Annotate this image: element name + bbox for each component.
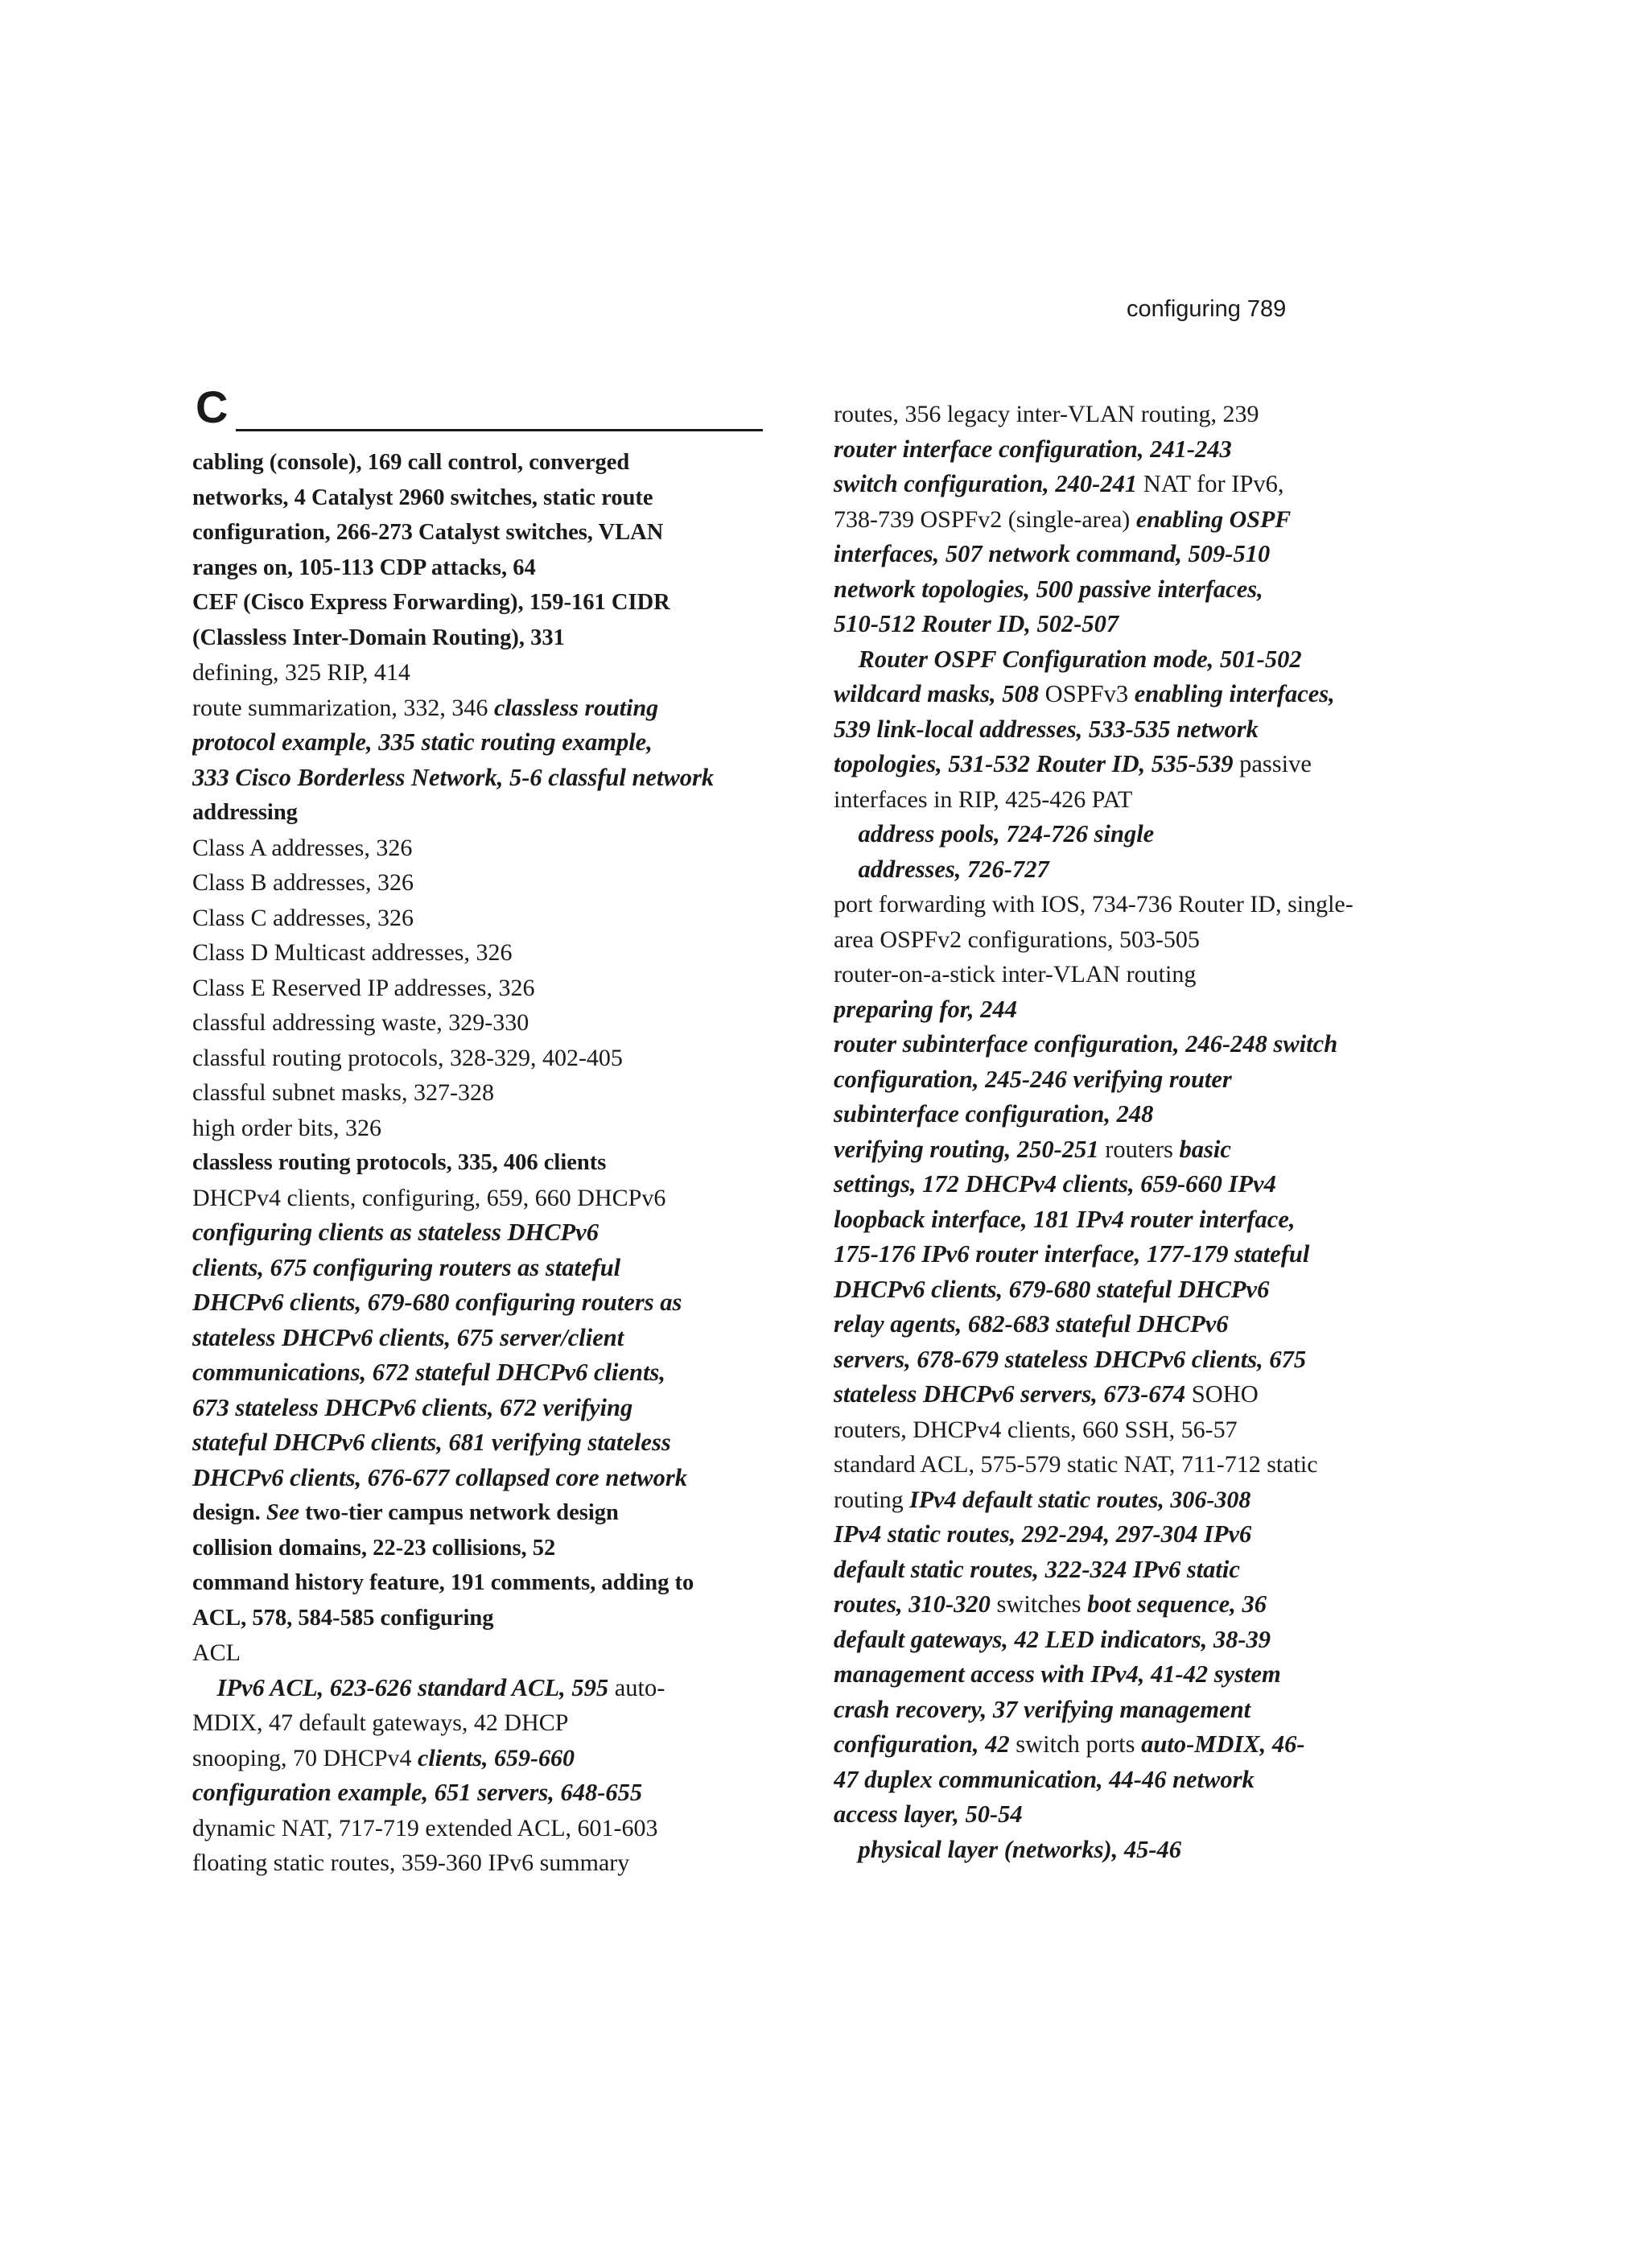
index-line <box>192 901 788 936</box>
index-text: Class B addresses, 326 <box>192 869 414 896</box>
index-line <box>834 1132 1437 1168</box>
index-text: two-tier campus network design <box>305 1500 619 1525</box>
index-text: 47 duplex communication, 44-46 network <box>834 1765 1255 1793</box>
index-text: NAT for IPv6, <box>1143 470 1284 497</box>
index-text: snooping, 70 DHCPv4 <box>192 1744 418 1771</box>
index-line <box>192 1145 788 1181</box>
index-line <box>834 1272 1437 1308</box>
index-line <box>192 1705 788 1741</box>
index-text: Class A addresses, 326 <box>192 834 413 861</box>
index-text: clients, 675 configuring routers as stateful <box>192 1253 621 1281</box>
index-text: address pools, 724-726 single <box>834 820 1155 847</box>
index-line <box>192 1111 788 1146</box>
index-text: Cisco Borderless Network, 5-6 classful network <box>235 763 715 791</box>
index-line <box>192 1565 788 1601</box>
index-line <box>192 1321 788 1356</box>
index-line <box>192 480 788 516</box>
running-head: configuring 789 <box>1127 296 1287 322</box>
index-text: passive <box>1239 750 1312 777</box>
index-text: router subinterface configuration, 246-248 switch <box>834 1030 1338 1058</box>
index-text: ACL <box>192 1639 241 1666</box>
index-text: default static routes, 322-324 IPv6 static <box>834 1555 1240 1583</box>
index-line <box>192 971 788 1006</box>
index-line <box>192 1285 788 1321</box>
index-text: classless routing protocols, 335, 406 clients <box>192 1150 607 1175</box>
index-line <box>192 1531 788 1566</box>
index-text: design. <box>192 1500 266 1525</box>
index-line <box>192 1741 788 1776</box>
index-line <box>192 1215 788 1251</box>
index-text: wildcard masks, 508 <box>834 680 1045 707</box>
index-text: IPv4 default static routes, 306-308 <box>909 1486 1251 1513</box>
section-letter: C <box>196 381 229 432</box>
index-text: 539 link-local addresses, 533-535 network <box>834 715 1259 743</box>
index-line <box>834 1027 1437 1062</box>
index-text: SOHO <box>1191 1380 1259 1408</box>
index-line <box>834 432 1437 468</box>
index-text: 738-739 OSPFv2 (single-area) <box>834 505 1136 533</box>
index-column-left <box>192 445 788 1881</box>
index-text: See <box>266 1500 306 1525</box>
index-line <box>834 502 1437 538</box>
index-line <box>834 1412 1437 1448</box>
index-text: IPv4 static routes, 292-294, 297-304 IPv6 <box>834 1520 1252 1548</box>
index-text: configuring clients as stateless DHCPv6 <box>192 1219 599 1246</box>
index-line <box>192 1671 788 1706</box>
index-line <box>834 1202 1437 1238</box>
index-text: physical layer (networks), 45-46 <box>834 1835 1182 1863</box>
index-text: dynamic NAT, 717-719 extended ACL, 601-603 <box>192 1814 658 1841</box>
index-text: loopback interface, 181 IPv4 router interface, <box>834 1205 1296 1233</box>
index-line <box>192 1775 788 1811</box>
index-text: collapsed core network <box>455 1463 688 1491</box>
index-line <box>834 1342 1437 1378</box>
index-text: interfaces in RIP, 425-426 PAT <box>834 786 1133 813</box>
index-text: routers, DHCPv4 clients, 660 SSH, 56-57 <box>834 1416 1238 1443</box>
index-text: classless routing <box>493 694 659 721</box>
index-line <box>834 922 1437 958</box>
index-text: MDIX, 47 default gateways, 42 DHCP <box>192 1709 569 1736</box>
index-text: configuration example, 651 servers, 648-655 <box>192 1779 643 1806</box>
index-line <box>834 1797 1437 1833</box>
index-text: standard ACL, 575-579 static NAT, 711-712 static <box>834 1451 1318 1478</box>
index-text: command history feature, 191 comments, adding to <box>192 1570 694 1595</box>
index-line <box>834 1693 1437 1728</box>
index-line <box>192 1075 788 1111</box>
index-text: switch ports <box>1016 1730 1142 1758</box>
index-text: DHCPv4 clients, configuring, 659, 660 DHCPv6 <box>192 1184 666 1211</box>
index-text: Class E Reserved IP addresses, 326 <box>192 974 535 1001</box>
index-line <box>834 817 1437 852</box>
index-text: verifying routing, 250-251 <box>834 1135 1106 1163</box>
index-line <box>834 1097 1437 1132</box>
index-text: enabling interfaces, <box>1134 680 1335 707</box>
index-text: configuration, 266-273 Catalyst switches, VLAN <box>192 520 664 545</box>
index-line <box>834 607 1437 642</box>
index-line <box>834 957 1437 992</box>
index-text: preparing for, 244 <box>834 995 1017 1023</box>
index-text: topologies, 531-532 Router ID, 535-539 <box>834 750 1240 777</box>
index-line <box>834 1237 1437 1272</box>
index-text: classful addressing waste, 329-330 <box>192 1009 529 1036</box>
index-line <box>834 1377 1437 1412</box>
index-line <box>834 642 1437 678</box>
index-line <box>192 865 788 901</box>
index-line <box>834 572 1437 608</box>
index-line <box>192 585 788 621</box>
index-text: (Classless Inter-Domain Routing), 331 <box>192 625 565 650</box>
index-line <box>834 1727 1437 1763</box>
index-text: switch configuration, 240-241 <box>834 470 1143 497</box>
index-line <box>192 1425 788 1461</box>
index-line <box>192 1845 788 1881</box>
index-text: route summarization, 332, 346 <box>192 694 494 721</box>
index-line <box>834 1553 1437 1588</box>
index-line <box>834 1447 1437 1482</box>
index-text: area OSPFv2 configurations, 503-505 <box>834 926 1200 953</box>
index-line <box>192 831 788 866</box>
index-text: settings, 172 DHCPv4 clients, 659-660 IPv4 <box>834 1170 1276 1198</box>
index-line <box>192 621 788 656</box>
index-line <box>834 852 1437 888</box>
index-text: Class D Multicast addresses, 326 <box>192 939 513 966</box>
index-text: router interface configuration, 241-243 <box>834 435 1232 463</box>
index-text: Router OSPF Configuration mode, 501-502 <box>834 645 1302 673</box>
index-text: 510-512 Router ID, 502-507 <box>834 610 1119 637</box>
index-text: 673 stateless DHCPv6 clients, 672 verifying <box>192 1393 633 1421</box>
index-text: routing <box>834 1486 910 1513</box>
index-text: 175-176 IPv6 router interface, 177-179 stateful <box>834 1240 1310 1268</box>
index-text: router-on-a-stick inter-VLAN routing <box>834 961 1197 988</box>
index-line <box>192 1041 788 1076</box>
index-text: networks, 4 Catalyst 2960 switches, static route <box>192 485 653 510</box>
index-text: auto- <box>614 1673 665 1701</box>
index-line <box>834 1167 1437 1202</box>
index-line <box>192 1601 788 1636</box>
index-text: port forwarding with IOS, 734-736 Router ID, single- <box>834 891 1353 918</box>
index-line <box>192 1251 788 1286</box>
index-text: crash recovery, 37 verifying management <box>834 1695 1251 1723</box>
index-text: DHCPv6 clients, 679-680 stateful DHCPv6 <box>834 1275 1270 1303</box>
index-text: classful subnet masks, 327-328 <box>192 1079 494 1106</box>
index-line <box>834 1517 1437 1553</box>
index-text: ACL, 578, 584-585 configuring <box>192 1605 494 1631</box>
index-text: stateless DHCPv6 clients, 675 server/client <box>192 1323 624 1351</box>
index-text: enabling OSPF <box>1135 505 1292 533</box>
index-text: auto-MDIX, 46- <box>1141 1730 1305 1758</box>
index-line <box>834 1062 1437 1098</box>
index-text: Class C addresses, 326 <box>192 904 414 931</box>
index-line <box>834 1623 1437 1658</box>
index-line <box>192 1461 788 1496</box>
index-text: network topologies, 500 passive interfaces, <box>834 575 1263 603</box>
index-text: protocol example, 335 static routing example, <box>192 728 653 756</box>
index-text: routes, 356 legacy inter-VLAN routing, 239 <box>834 401 1259 427</box>
index-line <box>834 1657 1437 1693</box>
index-text: relay agents, 682-683 stateful DHCPv6 <box>834 1310 1229 1338</box>
index-text: boot sequence, 36 <box>1087 1590 1267 1618</box>
index-line <box>192 761 788 796</box>
index-text: collision domains, 22-23 collisions, 52 <box>192 1535 556 1561</box>
index-text: clients, 659-660 <box>418 1744 575 1771</box>
index-text: ranges on, 105-113 CDP attacks, 64 <box>192 555 536 580</box>
index-line <box>192 1005 788 1041</box>
index-text: configuration, 245-246 verifying router <box>834 1065 1232 1093</box>
index-text: OSPFv3 <box>1044 680 1135 707</box>
index-line <box>834 1307 1437 1342</box>
index-text: subinterface configuration, 248 <box>834 1100 1154 1128</box>
index-line <box>192 655 788 691</box>
index-line <box>834 1763 1437 1798</box>
index-line <box>834 782 1437 818</box>
index-text: defining, 325 RIP, 414 <box>192 659 410 686</box>
index-line <box>834 887 1437 922</box>
index-line <box>834 467 1437 502</box>
index-text: floating static routes, 359-360 IPv6 summary <box>192 1849 630 1876</box>
index-text: stateless DHCPv6 servers, 673-674 <box>834 1380 1192 1408</box>
index-text: DHCPv6 clients, 679-680 configuring routers as <box>192 1289 682 1316</box>
index-line <box>834 1482 1437 1518</box>
index-line <box>834 747 1437 782</box>
index-line <box>192 1495 788 1531</box>
index-line <box>192 795 788 831</box>
index-line <box>192 691 788 726</box>
index-text: routes, 310-320 <box>834 1590 997 1618</box>
index-text: configuration, 42 <box>834 1730 1016 1758</box>
index-line <box>192 1391 788 1426</box>
index-line <box>192 551 788 586</box>
index-text: CEF (Cisco Express Forwarding), 159-161 CIDR <box>192 590 670 615</box>
index-column-right <box>834 397 1437 1867</box>
section-rule <box>236 429 763 431</box>
index-line <box>834 397 1437 432</box>
index-text: classful routing protocols, 328-329, 402-405 <box>192 1044 623 1071</box>
index-line <box>834 992 1437 1028</box>
index-text: servers, 678-679 stateless DHCPv6 clients, 675 <box>834 1345 1307 1373</box>
index-line <box>192 445 788 480</box>
index-text: basic <box>1179 1135 1231 1163</box>
index-line <box>192 1355 788 1391</box>
index-text: 333 <box>192 763 236 791</box>
index-text: access layer, 50-54 <box>834 1800 1023 1828</box>
index-line <box>834 537 1437 572</box>
index-text: IPv6 ACL, 623-626 standard ACL, 595 <box>192 1673 615 1701</box>
index-line <box>192 515 788 551</box>
index-text: interfaces, 507 network command, 509-510 <box>834 540 1271 567</box>
index-line <box>192 1635 788 1671</box>
index-text: switches <box>996 1590 1088 1618</box>
index-line <box>192 1811 788 1846</box>
index-text: DHCPv6 clients, 676-677 <box>192 1463 455 1491</box>
index-text: cabling (console), 169 call control, converged <box>192 450 630 475</box>
index-line <box>834 677 1437 712</box>
index-text: communications, 672 stateful DHCPv6 clients, <box>192 1359 665 1386</box>
index-line <box>192 935 788 971</box>
index-text: routers <box>1105 1135 1180 1163</box>
index-line <box>192 725 788 761</box>
index-text: high order bits, 326 <box>192 1114 381 1141</box>
index-line <box>192 1181 788 1216</box>
index-line <box>834 712 1437 748</box>
index-text: addressing <box>192 800 298 825</box>
index-text: default gateways, 42 LED indicators, 38-39 <box>834 1625 1271 1653</box>
index-line <box>834 1833 1437 1868</box>
index-text: addresses, 726-727 <box>834 855 1049 883</box>
index-text: stateful DHCPv6 clients, 681 verifying stateless <box>192 1429 671 1456</box>
index-text: management access with IPv4, 41-42 system <box>834 1660 1281 1688</box>
index-line <box>834 1587 1437 1623</box>
